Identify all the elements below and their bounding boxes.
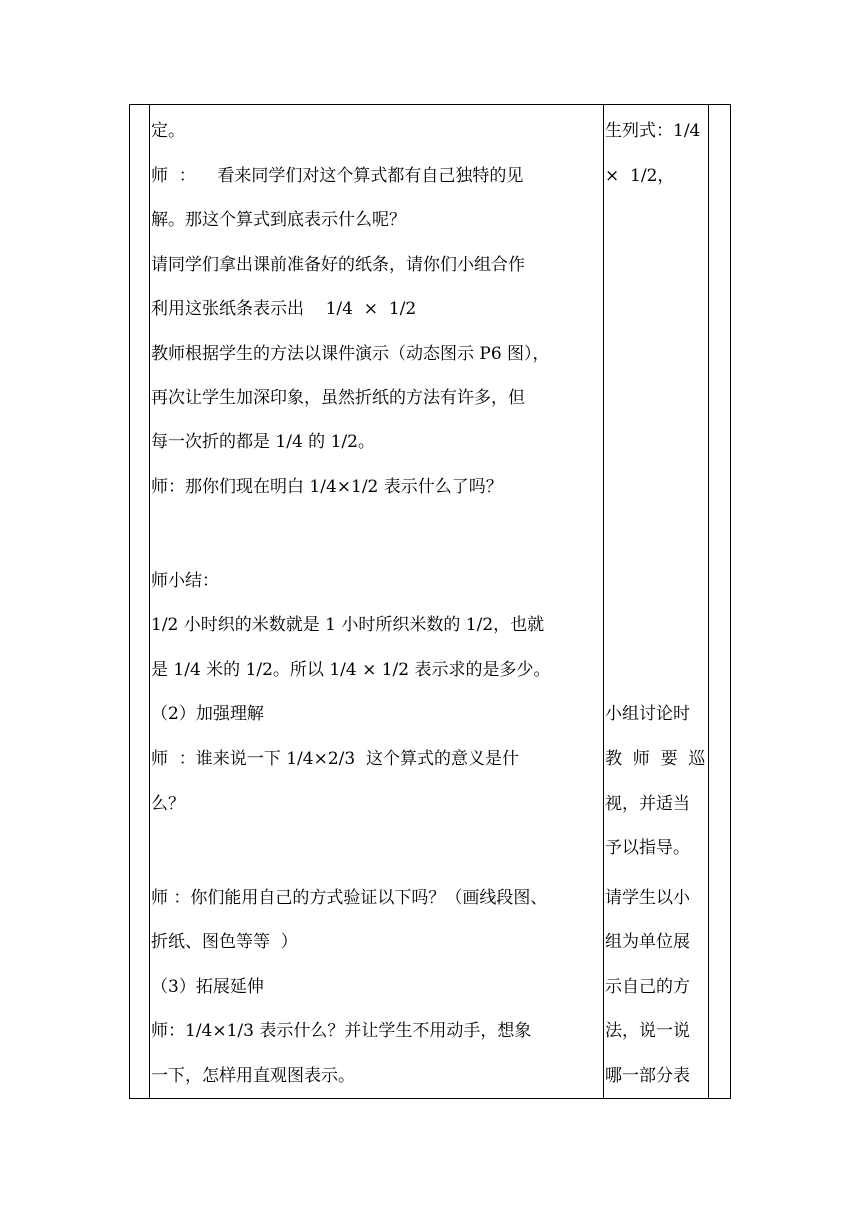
main-text-line: 教师根据学生的方法以课件演示（动态图示 P6 图）， [151, 344, 550, 364]
main-text-line: 1/2 小时织的米数就是 1 小时所织米数的 1/2，也就 [151, 615, 545, 635]
side-text-line: 小组讨论时 [605, 704, 690, 724]
main-text-line: 师：1/4×1/3 表示什么？并让学生不用动手，想象 [151, 1021, 532, 1041]
main-text-line: 折纸、图色等等 ） [151, 932, 298, 952]
main-text-line: （3）拓展延伸 [151, 977, 264, 997]
main-text-line: 师：那你们现在明白 1/4×1/2 表示什么了吗？ [151, 477, 503, 497]
main-text-line: 定。 [151, 121, 185, 141]
table-column-divider [708, 105, 709, 1098]
side-text-line: 予以指导。 [605, 838, 690, 858]
main-text-line: 师小结： [151, 571, 219, 591]
side-text-line: 教 师 要 巡 [605, 749, 706, 769]
main-text-line: 请同学们拿出课前准备好的纸条，请你们小组合作 [151, 255, 525, 275]
main-text-line: 师 ：你们能用自己的方式验证以下吗？（画线段图、 [151, 888, 548, 908]
main-text-line: 师 ： 看来同学们对这个算式都有自己独特的见 [151, 166, 524, 186]
side-text-line: × 1/2， [605, 166, 675, 186]
main-text-line: 一下，怎样用直观图表示。 [151, 1066, 355, 1086]
side-text-line: 生列式：1/4 [605, 121, 701, 141]
table-column-divider [149, 105, 150, 1098]
side-text-line: 示自己的方 [605, 977, 690, 997]
main-text-line: 利用这张纸条表示出 1/4 × 1/2 [151, 299, 417, 319]
side-text-line: 组为单位展 [605, 932, 690, 952]
main-text-line: （2）加强理解 [151, 704, 264, 724]
side-text-line: 法，说一说 [605, 1021, 690, 1041]
side-text-line: 哪一部分表 [605, 1066, 690, 1086]
side-text-line: 请学生以小 [605, 888, 690, 908]
main-text-line: 师 ：谁来说一下 1/4×2/3 这个算式的意义是什 [151, 749, 519, 769]
main-text-line: 再次让学生加深印象，虽然折纸的方法有许多，但 [151, 388, 525, 408]
lesson-plan-table [129, 104, 731, 1099]
side-text-line: 视，并适当 [605, 794, 690, 814]
main-text-line: 是 1/4 米的 1/2。所以 1/4 × 1/2 表示求的是多少。 [151, 660, 551, 680]
main-text-line: 么？ [151, 794, 185, 814]
table-column-divider [603, 105, 604, 1098]
main-text-line: 每一次折的都是 1/4 的 1/2。 [151, 432, 375, 452]
main-text-line: 解。那这个算式到底表示什么呢？ [151, 210, 406, 230]
